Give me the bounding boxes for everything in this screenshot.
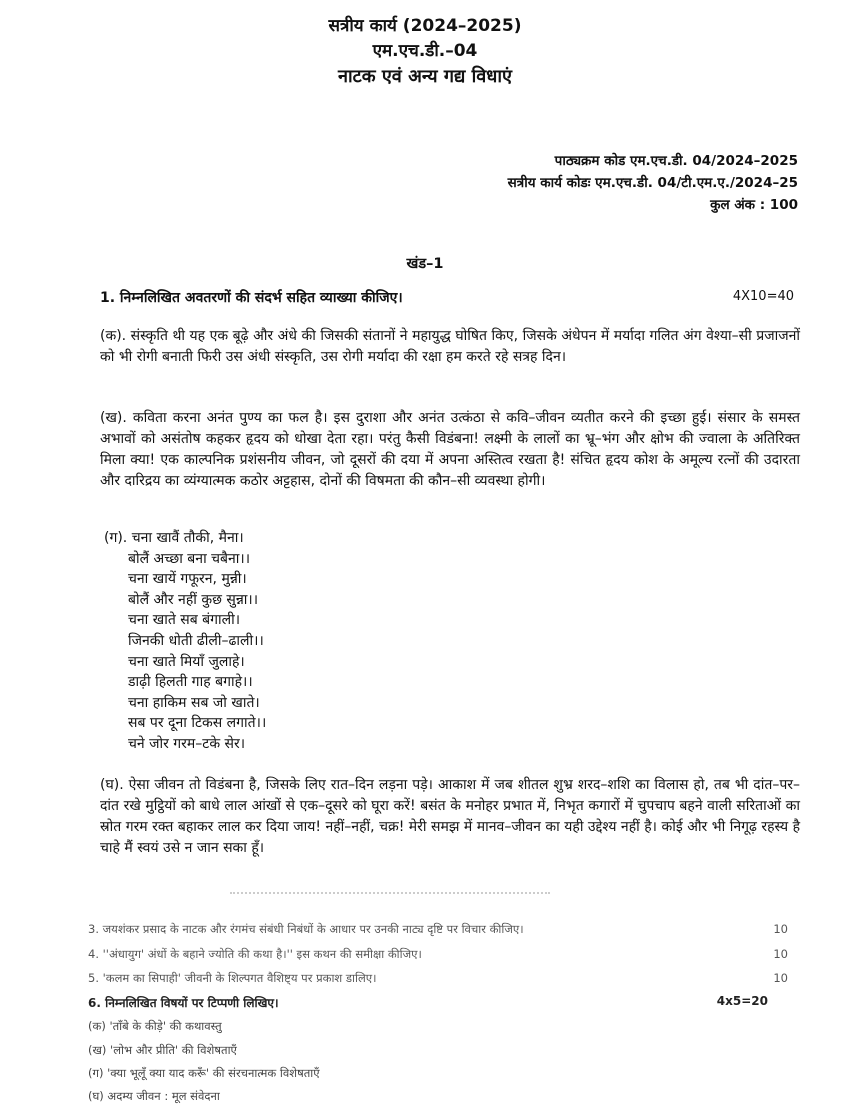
passage-gha: (घ). ऐसा जीवन तो विडंबना है, जिसके लिए रात–दिन लड़ना पड़े। आकाश में जब शीतल शुभ्र शरद–शशि का विलास हो, तब भी दांत–पर–दांत रखे मुट्ठियों को बाधे लाल आंखों से एक–दूसरे को घूरा करें! बसंत के मनोहर प्रभात में, निभृत कगारों में चुपचाप बहने वाली सरिताओं का स्रोत गरम रक्त बहाकर लाल कर दिया जाय! नहीं–नहीं, चक्र! मेरी समझ में मानव–जीवन का यही उद्देश्य नहीं है। कोई और भी निगूढ़ रहस्य है चाहे मैं स्वयं उसे न जान सका हूँ। (100, 777, 800, 856)
question-6-marks: 4x5=20 (716, 994, 768, 1008)
poem-line: चना खायें गफूरन, मुन्नी। (128, 571, 247, 588)
assignment-code: सत्रीय कार्य कोडः एम.एच.डी. 04/टी.एम.ए./2024–25 (507, 175, 798, 191)
question-text: 4. ''अंधायुग' अंधों के बहाने ज्योति की कथा है।'' इस कथन की समीक्षा कीजिए। (88, 947, 422, 961)
q6-item: (घ) अदम्य जीवन : मूल संवेदना (88, 1089, 220, 1103)
document-header (0, 14, 850, 89)
course-code: पाठ्यक्रम कोड एम.एच.डी. 04/2024–2025 (554, 153, 798, 169)
passage-ka: (क). संस्कृति थी यह एक बूढ़े और अंधे की जिसकी संतानों ने महायुद्ध घोषित किए, जिसके अंधेपन में मर्यादा गलित अंग वेश्या–सी प्रजाजनों को भी रोगी बनाती फिरी उस अंधी संस्कृति, उस रोगी मर्यादा की रक्षा हम करते रहे सत्रह दिन। (100, 328, 800, 365)
question-text: 5. 'कलम का सिपाही' जीवनी के शिल्पगत वैशिष्ट्य पर प्रकाश डालिए। (88, 971, 377, 985)
total-marks: कुल अंक : 100 (710, 197, 798, 213)
question-marks: 10 (773, 971, 788, 985)
poem-line: चने जोर गरम–टके सेर। (128, 735, 246, 752)
q6-item: (ख) 'लोभ और प्रीति' की विशेषताएँ (88, 1043, 237, 1057)
question-1-marks: 4X10=40 (732, 289, 794, 304)
poem-line: चना खाते सब बंगाली। (128, 612, 241, 629)
poem-line: बोलैं और नहीं कुछ सुन्ना।। (128, 591, 259, 608)
passage-kha: (ख). कविता करना अनंत पुण्य का फल है। इस दुराशा और अनंत उत्कंठा से कवि–जीवन व्यतीत करने की इच्छा हुई। संसार के समस्त अभावों को असंतोष कहकर हृदय को धोखा देता रहा। परंतु कैसी विडंबना! लक्ष्मी के लालों का भ्रू–भंग और क्षोभ की ज्वाला के अतिरिक्त मिला क्या! एक काल्पनिक प्रशंसनीय जीवन, जो दूसरों की दया में अपना अस्तित्व रखता है! संचित हृदय कोश के अमूल्य रत्नों की उदारता और दारिद्रय का व्यंग्यात्मक कठोर अट्टहास, दोनों की विषमता की कौन–सी व्यवस्था होगी। (100, 410, 800, 489)
course-title: एम.एच.डी.–04 (372, 41, 478, 61)
poem-line: (ग). चना खावैं तौकी, मैना। (104, 530, 244, 546)
assignment-title: सत्रीय कार्य (2024–2025) (328, 16, 522, 36)
question-4 (88, 947, 788, 962)
q6-item: (ग) 'क्या भूलूँ क्या याद करूँ' की संरचनात्मक विशेषताएँ (88, 1066, 320, 1080)
poem-line: सब पर दूना टिकस लगाते।। (128, 715, 267, 732)
question-text: 3. जयशंकर प्रसाद के नाटक और रंगमंच संबंधी निबंधों के आधार पर उनकी नाट्य दृष्टि पर विचार कीजिए। (88, 922, 524, 936)
question-5 (88, 971, 788, 986)
question-3 (88, 922, 788, 937)
faded-scan-line (230, 892, 550, 898)
question-marks: 10 (773, 947, 788, 961)
code-block (508, 150, 798, 216)
poem-line: बोलैं अच्छा बना चबैना।। (128, 550, 251, 567)
question-1 (100, 288, 800, 307)
course-subject: नाटक एवं अन्य गद्य विधाएं (338, 66, 512, 87)
question-6 (88, 994, 768, 1011)
poem-line: जिनकी धोती ढीली–ढाली।। (128, 632, 264, 649)
poem-line: डाढ़ी हिलती गाह बगाहे।। (128, 674, 253, 691)
question-1-text: 1. निम्नलिखित अवतरणों की संदर्भ सहित व्याख्या कीजिए। (100, 290, 403, 306)
question-marks: 10 (773, 922, 788, 936)
question-6-text: 6. निम्नलिखित विषयों पर टिप्पणी लिखिए। (88, 996, 279, 1010)
poem-line: चना हाकिम सब जो खाते। (128, 694, 260, 711)
poem-passage-ga (104, 528, 266, 755)
poem-line: चना खाते मियाँ जुलाहे। (128, 653, 245, 670)
q6-item: (क) 'ताँबे के कीड़े' की कथावस्तु (88, 1019, 222, 1033)
section-heading: खंड–1 (406, 256, 444, 272)
